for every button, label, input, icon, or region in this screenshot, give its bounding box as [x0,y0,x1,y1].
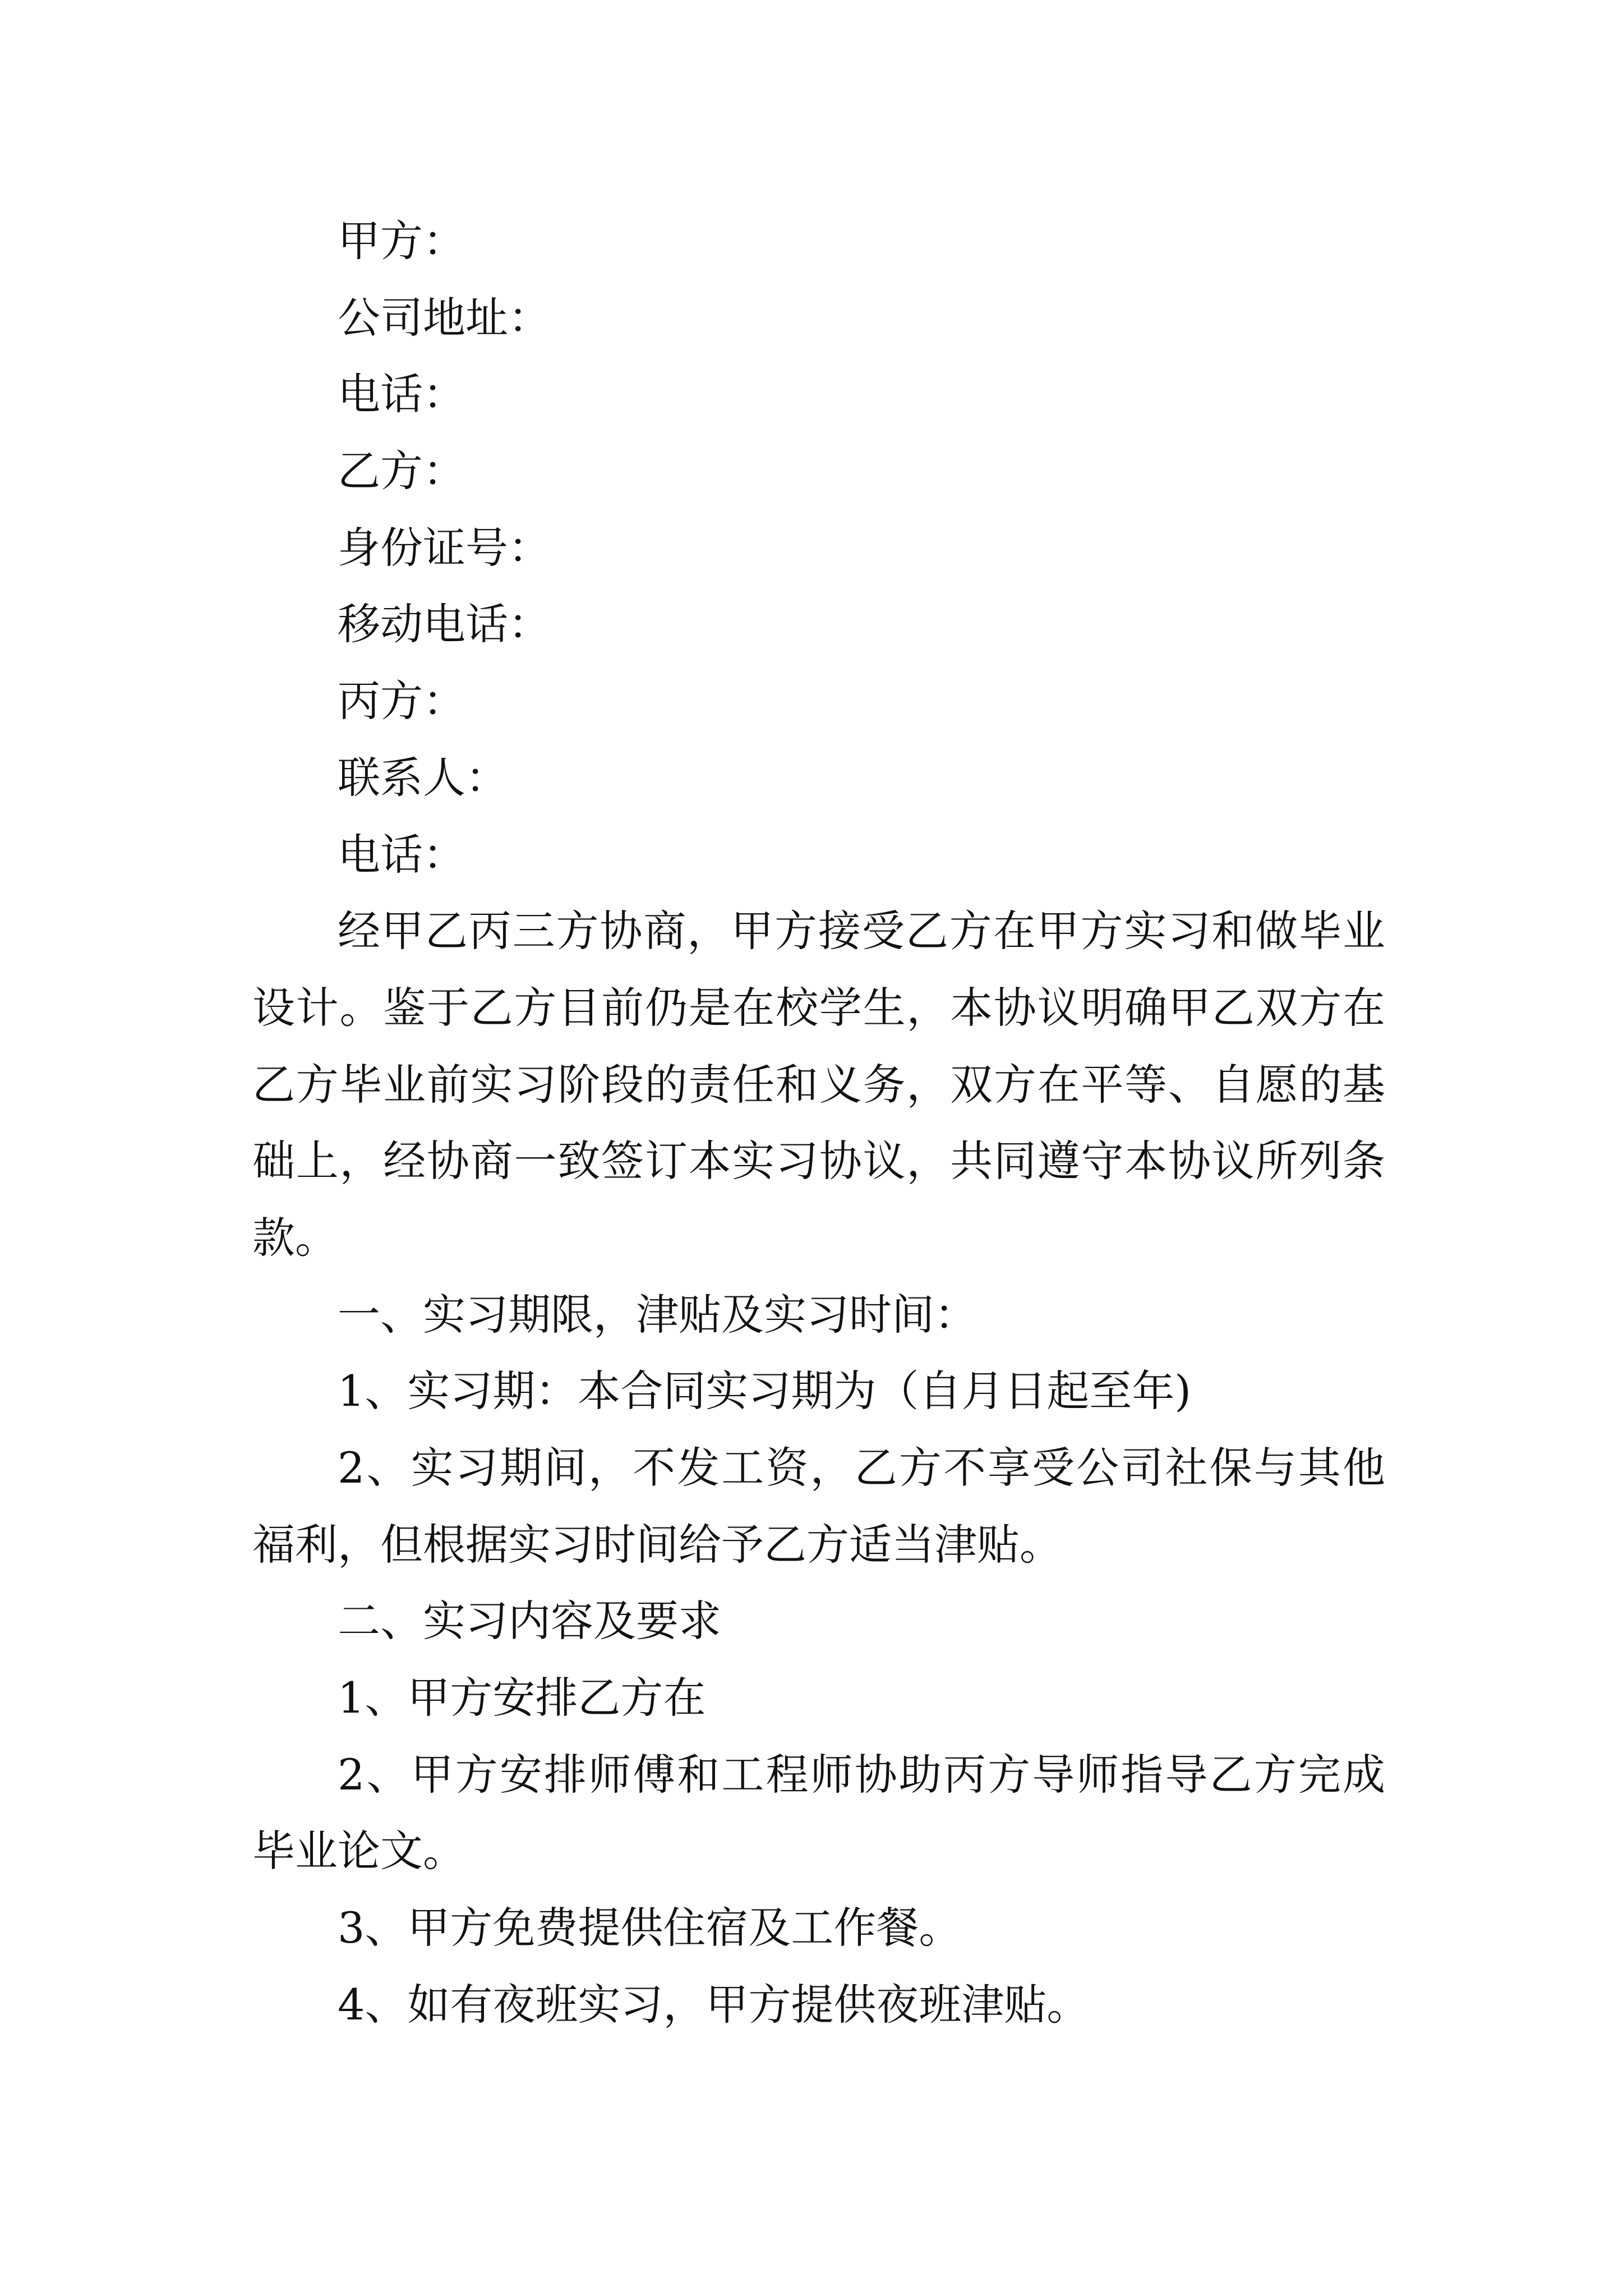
field-mobile-phone: 移动电话： [338,599,551,650]
field-contact-person: 联系人： [338,752,508,803]
intro-line: 经甲乙丙三方协商，甲方接受乙方在甲方实习和做毕业 [338,906,1385,956]
section2-item2-line: 毕业论文。 [252,1826,465,1876]
section1-heading: 一、实习期限，津贴及实习时间： [338,1289,977,1340]
section2-item3: 3、甲方免费提供住宿及工作餐。 [338,1903,962,1953]
section2-item2-line: 2、甲方安排师傅和工程师协助丙方导师指导乙方完成 [338,1749,1385,1800]
section1-item2-line: 2、实习期间，不发工资，乙方不享受公司社保与其他 [338,1443,1385,1493]
intro-line: 础上，经协商一致签订本实习协议，共同遵守本协议所列条 [252,1136,1385,1186]
section1-item1: 1、实习期：本合同实习期为（自月日起至年) [338,1366,1192,1416]
field-party-c: 丙方： [338,676,465,726]
intro-line: 款。 [252,1212,338,1263]
section1-item2-line: 福利，但根据实习时间给予乙方适当津贴。 [252,1519,1062,1570]
field-id-number: 身份证号： [338,522,551,573]
field-party-a: 甲方： [338,216,465,266]
field-company-address: 公司地址： [338,292,551,343]
field-phone-c: 电话： [338,829,465,880]
section2-item1: 1、甲方安排乙方在 [338,1673,706,1723]
section2-item4: 4、如有夜班实习，甲方提供夜班津贴。 [338,1979,1090,2030]
field-party-b: 乙方： [338,446,465,496]
field-phone-a: 电话： [338,369,465,420]
document-body [252,203,1385,2044]
intro-line: 设计。鉴于乙方目前仍是在校学生，本协议明确甲乙双方在 [252,982,1385,1033]
section2-heading: 二、实习内容及要求 [338,1596,721,1646]
intro-line: 乙方毕业前实习阶段的责任和义务，双方在平等、自愿的基 [252,1059,1385,1110]
